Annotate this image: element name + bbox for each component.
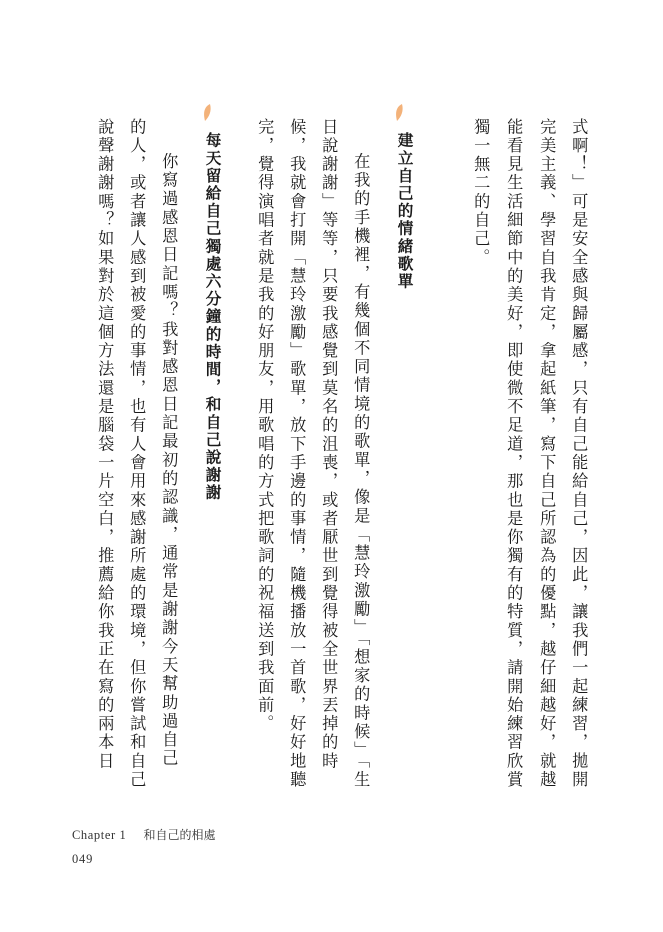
page-number: 049: [72, 852, 94, 866]
body-column: 完美主義、學習自我肯定，拿起紙筆，寫下自己所認為的優點，越仔細越好，就越: [537, 118, 557, 790]
body-column: 的人，或者讓人感到被愛的事情，也有人會用來感謝所處的環境，但你嘗試和自己: [127, 118, 147, 790]
section-heading: 建立自己的情緒歌單: [395, 132, 414, 291]
chapter-label: Chapter 1: [72, 828, 127, 842]
chapter-title: 和自己的相處: [143, 828, 216, 842]
body-column: 候，我就會打開「慧玲激勵」歌單，放下手邊的事情，隨機播放一首歌，好好地聽: [287, 118, 307, 790]
body-column: 你寫過感恩日記嗎？我對感恩日記最初的認識，通常是謝謝今天幫助過自己: [159, 134, 179, 769]
running-footer: [72, 826, 216, 843]
body-column: 說聲謝謝嗎？如果對於這個方法還是腦袋一片空白，推薦給你我正在寫的兩本日: [95, 118, 115, 771]
body-column: 能看見生活細節中的美好，即使微不足道，那也是你獨有的特質，請開始練習欣賞: [504, 118, 524, 790]
leaf-icon: [395, 104, 404, 121]
body-column: 在我的手機裡，有幾個不同情境的歌單，像是「慧玲激勵」「想家的時候」「生: [351, 134, 371, 790]
body-column: 日說謝謝」等等，只要我感覺到莫名的沮喪，或者厭世到覺得被全世界丟掉的時: [319, 118, 339, 771]
body-column: 完，覺得演唱者就是我的好朋友，用歌唱的方式把歌詞的祝福送到我面前。: [255, 118, 275, 734]
leaf-icon: [203, 104, 212, 121]
section-heading: 每天留給自己獨處六分鐘的時間，和自己說謝謝: [203, 132, 222, 502]
body-column: 式啊！」可是安全感與歸屬感，只有自己能給自己，因此，讓我們一起練習，拋開: [569, 118, 589, 790]
body-column: 獨一無二的自己。: [471, 118, 491, 268]
